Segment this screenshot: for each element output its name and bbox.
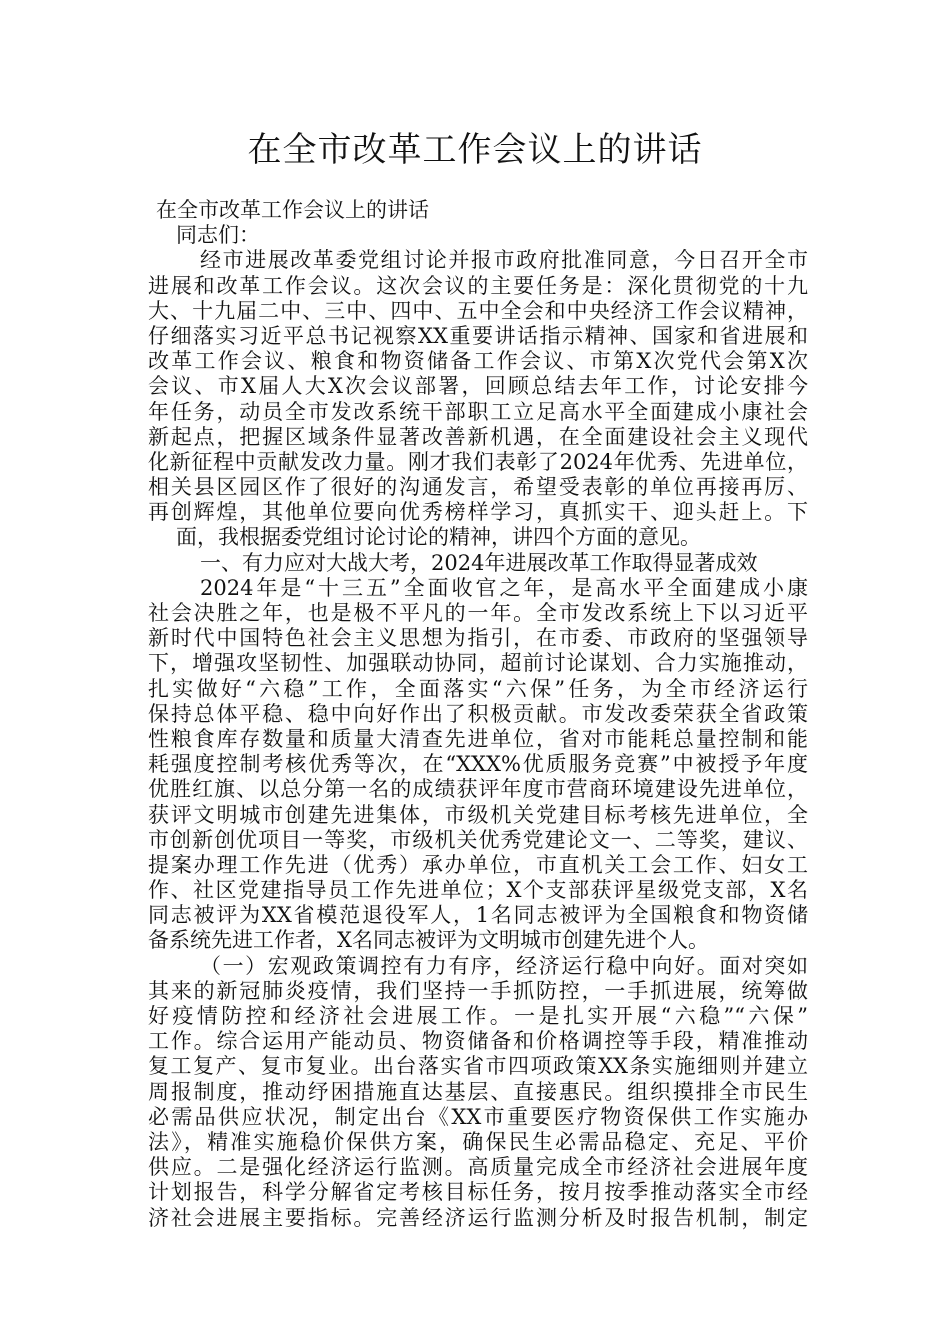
text-line: 会议、市X届人大X次会议部署，回顾总结去年工作，讨论安排今 — [148, 374, 808, 399]
text-line: 市创新创优项目一等奖，市级机关优秀党建论文一、二等奖，建议、 — [148, 827, 808, 852]
text-line: 改革工作会议、粮食和物资储备工作会议、市第X次党代会第X次 — [148, 349, 808, 374]
text-line: 其来的新冠肺炎疫情，我们坚持一手抓防控，一手抓进展，统筹做 — [148, 978, 808, 1003]
text-line: 新起点，把握区域条件显著改善新机遇，在全面建设社会主义现代 — [148, 424, 808, 449]
text-line: 复工复产、复市复业。出台落实省市四项政策XX条实施细则并建立 — [148, 1054, 808, 1079]
text-line: 耗强度控制考核优秀等次，在“XXX%优质服务竞赛”中被授予年度 — [148, 752, 808, 777]
text-line: 社会决胜之年，也是极不平凡的一年。全市发改系统上下以习近平 — [148, 601, 808, 625]
text-line: 同志们： — [176, 223, 260, 248]
document-subtitle: 在全市改革工作会议上的讲话 — [156, 198, 429, 222]
text-line: 扎实做好“六稳”工作，全面落实“六保”任务，为全市经济运行 — [148, 676, 808, 701]
text-line: 性粮食库存数量和质量大清查先进单位，省对市能耗总量控制和能 — [148, 726, 808, 751]
text-line: 再创辉煌，其他单位要向优秀榜样学习，真抓实干、迎头赶上。下 — [148, 500, 808, 525]
text-line: 仔细落实习近平总书记视察XX重要讲话指示精神、国家和省进展和 — [148, 323, 808, 348]
text-line: 好疫情防控和经济社会进展工作。一是扎实开展“六稳”“六保” — [148, 1004, 808, 1028]
text-line: 一、有力应对大战大考，2024年进展改革工作取得显著成效 — [200, 550, 758, 575]
text-line: 供应。二是强化经济运行监测。高质量完成全市经济社会进展年度 — [148, 1155, 808, 1180]
text-line: 下，增强攻坚韧性、加强联动协同，超前讨论谋划、合力实施推动， — [148, 651, 808, 676]
text-line: 优胜红旗、以总分第一名的成绩获评年度市营商环境建设先进单位， — [148, 777, 808, 802]
text-line: 获评文明城市创建先进集体，市级机关党建目标考核先进单位，全 — [148, 802, 808, 827]
text-line: 相关县区园区作了很好的沟通发言，希望受表彰的单位再接再厉、 — [148, 475, 808, 500]
text-line: 经市进展改革委党组讨论并报市政府批准同意，今日召开全市 — [200, 248, 808, 273]
text-line: 工作。综合运用产能动员、物资储备和价格调控等手段，精准推动 — [148, 1029, 808, 1054]
text-line: 大、十九届二中、三中、四中、五中全会和中央经济工作会议精神， — [148, 298, 808, 323]
text-line: 作、社区党建指导员工作先进单位；X个支部获评星级党支部，X名 — [148, 878, 808, 903]
text-line: 同志被评为XX省模范退役军人，1名同志被评为全国粮食和物资储 — [148, 903, 808, 928]
text-line: 法》，精准实施稳价保供方案，确保民生必需品稳定、充足、平价 — [148, 1129, 808, 1154]
text-line: 济社会进展主要指标。完善经济运行监测分析及时报告机制，制定 — [148, 1205, 808, 1230]
text-line: 备系统先进工作者，X名同志被评为文明城市创建先进个人。 — [148, 928, 709, 953]
document-title: 在全市改革工作会议上的讲话 — [247, 130, 703, 170]
text-line: 年任务，动员全市发改系统干部职工立足高水平全面建成小康社会 — [148, 399, 808, 424]
text-line: 面，我根据委党组讨论讨论的精神，讲四个方面的意见。 — [176, 525, 701, 550]
text-line: 提案办理工作先进（优秀）承办单位，市直机关工会工作、妇女工 — [148, 852, 808, 877]
text-line: 新时代中国特色社会主义思想为指引，在市委、市政府的坚强领导 — [148, 626, 808, 651]
text-line: 计划报告，科学分解省定考核目标任务，按月按季推动落实全市经 — [148, 1180, 808, 1205]
text-line: 2024年是“十三五”全面收官之年，是高水平全面建成小康 — [200, 575, 808, 600]
text-line: 化新征程中贡献发改力量。刚才我们表彰了2024年优秀、先进单位， — [148, 449, 808, 474]
document-body — [148, 198, 808, 1231]
text-line: 保持总体平稳、稳中向好作出了积极贡献。市发改委荣获全省政策 — [148, 701, 808, 726]
text-line: 进展和改革工作会议。这次会议的主要任务是：深化贯彻党的十九 — [148, 273, 808, 298]
text-line: 周报制度，推动纾困措施直达基层、直接惠民。组织摸排全市民生 — [148, 1079, 808, 1104]
text-line: （一）宏观政策调控有力有序，经济运行稳中向好。面对突如 — [200, 953, 808, 978]
text-line: 必需品供应状况，制定出台《XX市重要医疗物资保供工作实施办 — [148, 1104, 808, 1129]
